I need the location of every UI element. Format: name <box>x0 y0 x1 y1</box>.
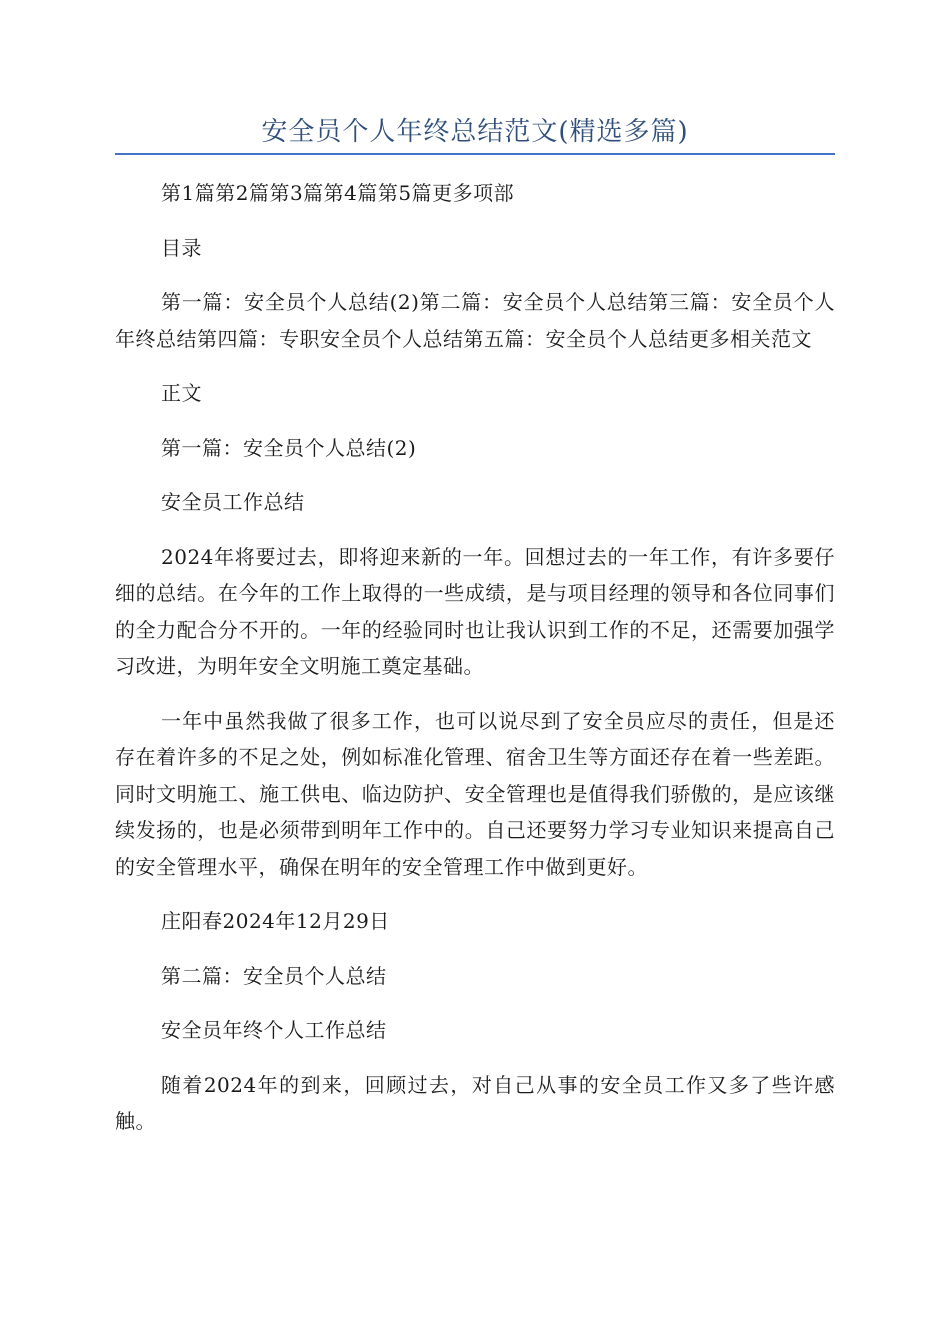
document-body <box>115 175 835 1158</box>
chapter-2-subtitle: 安全员年终个人工作总结 <box>161 1018 387 1042</box>
chapter-1-heading: 第一篇：安全员个人总结(2) <box>161 435 417 460</box>
toc-list: 第一篇：安全员个人总结(2)第二篇：安全员个人总结第三篇：安全员个人年终总结第四篇：专职安全员个人总结第五篇：安全员个人总结更多相关范文 <box>115 290 835 351</box>
chapter-1-subtitle: 安全员工作总结 <box>161 490 305 514</box>
title-underline <box>115 153 835 155</box>
chapter-1-paragraph-2: 一年中虽然我做了很多工作，也可以说尽到了安全员应尽的责任，但是还存在着许多的不足之处，例如标准化管理、宿舍卫生等方面还存在着一些差距。同时文明施工、施工供电、临边防护、安全管理也是值得我们骄傲的，是应该继续发扬的，也是必须带到明年工作中的。自己还要努力学习专业知识来提高自己的安全管理水平，确保在明年的安全管理工作中做到更好。 <box>115 708 835 879</box>
chapter-1-signature: 庄阳春2024年12月29日 <box>161 909 390 933</box>
chapter-1-paragraph-1: 2024年将要过去，即将迎来新的一年。回想过去的一年工作，有许多要仔细的总结。在今年的工作上取得的一些成绩，是与项目经理的领导和各位同事们的全力配合分不开的。一年的经验同时也让我认识到工作的不足，还需要加强学习改进，为明年安全文明施工奠定基础。 <box>115 544 835 678</box>
chapter-2-heading: 第二篇：安全员个人总结 <box>161 963 387 988</box>
chapter-2-paragraph-1: 随着2024年的到来，回顾过去，对自己从事的安全员工作又多了些许感触。 <box>115 1072 835 1133</box>
main-text-heading: 正文 <box>161 381 202 405</box>
chapter-nav-line: 第1篇第2篇第3篇第4篇第5篇更多项部 <box>161 181 515 205</box>
document-title: 安全员个人年终总结范文(精选多篇) <box>261 117 689 147</box>
toc-heading: 目录 <box>161 235 202 260</box>
